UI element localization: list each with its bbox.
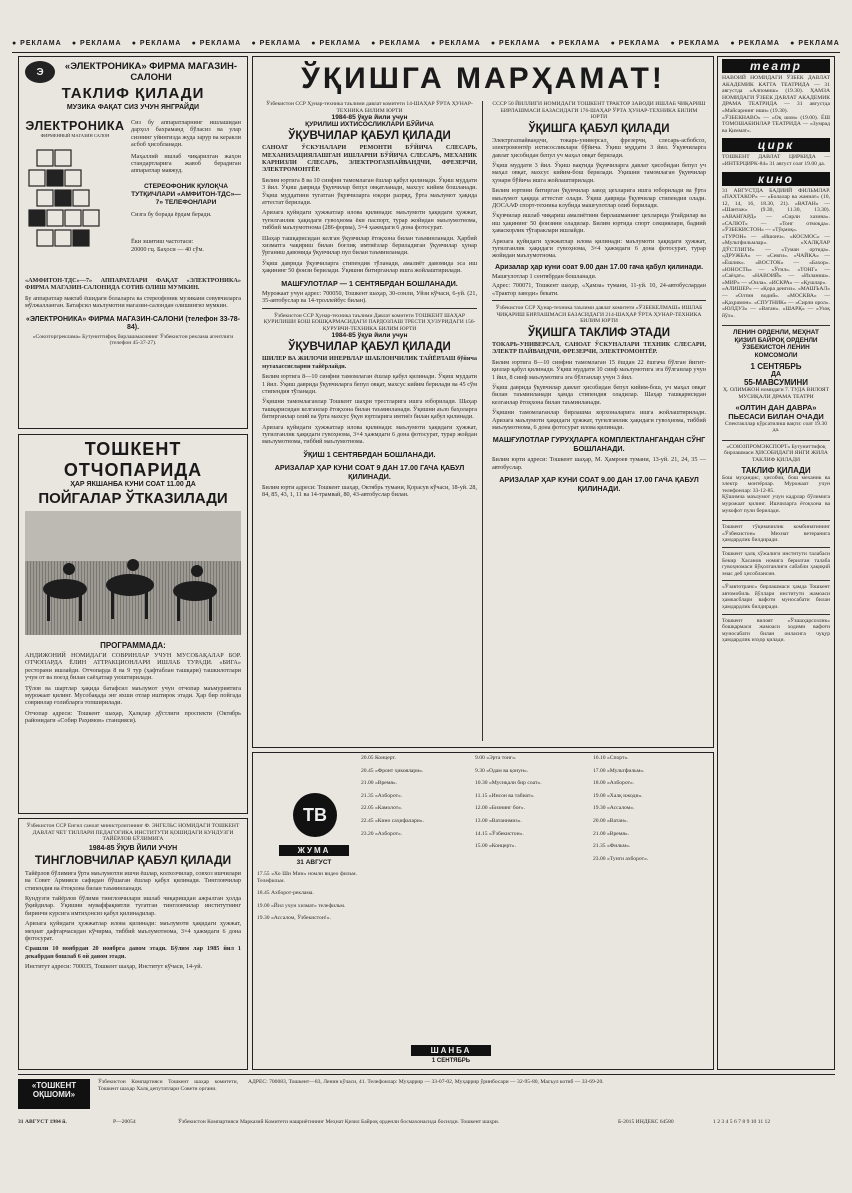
tv-program-item: 16.10 «Спорт». xyxy=(593,755,629,761)
tv-program-item: 19.30 «Ассалом, Ўзбекистон!». xyxy=(257,915,331,922)
s2-org: «СОЮЗПРОМЭКСПОРТ» Бутуниттифоқ бирлашмаси ҲИСОБИДАГИ ЯНГИ ЖИЛА ТАКЛИФ ҚИЛАДИ xyxy=(724,443,828,463)
tv-day2: ШАНБА xyxy=(411,1045,491,1056)
band-word: ● РЕКЛАМА xyxy=(610,40,661,47)
footer-index: Б-2015 ИНДЕКС 64580 xyxy=(618,1119,674,1125)
elektronika-body: Сиз бу аппаратларнинг ишлашидан дарҳол бахраманд бўласиз ва улар сизнинг уйингизда жуда зарур ва керакли асбоб ҳисобланади. xyxy=(131,119,241,149)
tv-column-4 xyxy=(593,755,711,1065)
s2-heading: ТАКЛИФ ҚИЛАДИ xyxy=(741,465,811,475)
elektronika-invite: ТАКЛИФ ҚИЛАДИ xyxy=(61,85,205,102)
season-sub: Спектакллар кўрсатилиш вақти: соат 19.30 да. xyxy=(724,420,828,434)
band-word: ● РЕКЛАМА xyxy=(371,40,421,47)
race-title: ТОШКЕНТ ОТЧОПАРИДА xyxy=(63,439,203,480)
tinglovchi-years: 1984-85 ЎҚУВ ЙИЛИ УЧУН xyxy=(88,844,178,852)
keyboard-squares-icon xyxy=(25,144,125,264)
program-text: АНДИЖОНИЙ НОМИДАГИ СОВРИНЛАР УЧУН МУСОБАҚАЛАР БОР. ОТЧОПАРДА ЁЛИН АТТРАКЦИОНЛАРИ ИШЛАБ ТУРАДИ. «БИГА» ресторани ишлайди. Отчопарда 8 ва 9 тур (ҳафтаблан ташқари) ташкилотлари учун от ва поезд билан саёҳатлар уюштирилади. xyxy=(25,652,241,682)
tv-program-item: 21.00 «Время». xyxy=(593,830,630,837)
band-word: ● РЕКЛАМА xyxy=(490,40,541,47)
tv-program-item: 18.45 Ахборот-реклама. xyxy=(257,890,314,897)
ad3-list: ШИЛЕР ВА ЖИЛОЧИ ИНЕРВЛАР ШАБЛОНЧИЛИК ТАЙЁРЛАШ бўйича мутахассисларни тайёрлайди. xyxy=(262,355,477,370)
tv-date1: 31 АВГУСТ xyxy=(296,859,332,866)
ad1-start: МАШҒУЛОТЛАР — 1 СЕНТЯБРДАН БОШЛАНАДИ. xyxy=(281,278,458,288)
elektronika-footer: «ЭЛЕКТРОНИКА» ФИРМА МАГАЗИН-САЛОНИ (телефон 33-78-84). xyxy=(26,315,240,331)
ad4-start: МАШҒУЛОТЛАР ГУРУҲЛАРГА КОМПЛЕКТЛАНГАНДАН СЎНГ БОШЛАНАДИ. xyxy=(492,435,706,454)
tv-day1: ЖУМА xyxy=(279,845,349,856)
ad2-start: Машғулотлар 1 сентябрдан бошланади. xyxy=(492,272,597,280)
tv-date2: 1 СЕНТЯБРЬ xyxy=(431,1058,471,1064)
tv-program-item: 10.30 «Мусиқали бир соат». xyxy=(475,780,542,787)
horse-race-photo xyxy=(25,511,241,635)
season-heading: 1 СЕНТЯБРЬ xyxy=(750,362,802,372)
tv-program-block xyxy=(252,752,714,1070)
tinglovchi-heading: ТИНГЛОВЧИЛАР ҚАБУЛ ҚИЛАДИ xyxy=(34,852,232,867)
tv-program-item: 14.15 «Ўзбекистон». xyxy=(475,830,524,837)
kino-heading: кино xyxy=(722,172,830,186)
ad2-heading: ЎҚИШГА ҚАБУЛ ҚИЛАДИ xyxy=(528,122,670,135)
circus-heading: цирк xyxy=(722,138,830,152)
circus-text: ТОШКЕНТ ДАВЛАТ ЦИРКИДА — «ИНТЕРЦИРК-84» 31 август соат 19.00 да. xyxy=(722,154,830,167)
elektronika-logo-small: ФИРМЕННЫЙ МАГАЗИН САЛОН xyxy=(40,133,110,138)
season-play: «ОЛТИН ДАН ДАВРА» xyxy=(735,402,817,412)
footer-date: 31 АВГУСТ 1984 й. xyxy=(18,1119,67,1125)
tv-program-item: 21.35 «Ахборот». xyxy=(361,792,403,799)
theatre-heading: театр xyxy=(722,59,830,73)
tv-program-item: 9.30 «Одам ва қонун». xyxy=(475,767,529,774)
elektronika-agency: «Союзторгреклама» Бутуниттифоқ бирлашмасининг Ўзбекистон реклама агентлиги (телефон 45-37-27). xyxy=(32,333,234,347)
tv-program-item: 19.30 «Ассалом». xyxy=(593,805,635,812)
elektronika-bottom: «АМФИТОН-ТДС»—7» АППАРАТЛАРИ ФАҚАТ «ЭЛЕКТРОНИКА» ФИРМА МАГАЗИН-САЛОНИДА СОТИБ ОЛИШ МУМКИН. xyxy=(25,277,241,292)
price-line-2: 20000 гц. Баҳоси — 40 сўм. xyxy=(131,245,204,253)
ad1-text: Билим юртига 8 ва 10 синфни тамомлаган ёшлар қабул қилинади. Ўқиш муддати 3 йил. Ўқиш даврида ўқувчилар бепул овқатланади, махсус кийим бошланади. Ўқиш муддатини тугатган ўқувчиларга юқори разряд, ўрта маълумот ҳақида аттестат берилади. xyxy=(262,176,477,207)
season-text: Ҳ. ОЛИМЖОН номидаги 7. ТУДА ВИЛОЯТ МУСИҚАЛИ ДРАМА ТЕАТРИ xyxy=(723,387,829,400)
season-count: 55-МАВСУМИНИ xyxy=(743,378,809,388)
masthead-logo: «ТОШКЕНТ ОҚШОМИ» xyxy=(18,1079,90,1109)
tv-program-item: 13.00 «Ватанимиз». xyxy=(475,817,522,824)
tv-program-item: 20.05 Концерт. xyxy=(361,755,396,761)
band-word: ● РЕКЛАМА xyxy=(670,40,721,47)
tinglovchi-address: Институт адреси: 700035, Тошкент шаҳар, Институт кўчаси, 14-уй. xyxy=(25,963,203,971)
lost-notice: Тошкент ҳалқ хўжалиги институти талабаси Бекир Хасанов номига берилган талаба гувоҳномаси йўқолганлиги сабабли ҳақиқий эмас деб ҳисоблансин. xyxy=(722,550,830,577)
band-word: ● РЕКЛАМА xyxy=(71,40,122,47)
ad4-address: АРИЗАЛАР ҲАР КУНИ СОАТ 9.00 ДАН 17.00 ГАЧА ҚАБУЛ ҚИЛИНАДИ. xyxy=(499,475,699,494)
ad1-heading: ЎҚУВЧИЛАР ҚАБУЛ ҚИЛАДИ xyxy=(288,130,451,143)
ad1-list: САНОАТ ЎСКУНАЛАРИ РЕМОНТИ БЎЙИЧА СЛЕСАРЬ, МЕХАНИЗАЦИЯЛАШГАН ИШЛАРНИ БЎЙИЧА СЛЕСАРЬ, МЕХАНИК КАРНИЗЛИ СЛЕСАРЬ, ЭЛЕКТРОГАЗПАЙВАНДЧИ, ФРЕЗЕРЧИ, ЭЛЕКТРОМОНТЁР. xyxy=(262,144,477,174)
footer-address: АДРЕС: 700083, Тошкент—83, Ленин кўчаси, 41. Телефонлар: Муҳаррир — 33-07-02, Муҳаррир ўринбосари — 32-95-80, Масъул котиб — 33-69-20. xyxy=(248,1079,604,1085)
ad2-address: Адрес: 700071, Тошкент шаҳар, «Ҳамза» тумани, 11-уй. 10, 24-автобуслардан «Трактор заводи» бекати. xyxy=(492,282,706,297)
elektronika-logo: ЭЛЕКТРОНИКА xyxy=(25,119,125,133)
tv-logo: ТВ xyxy=(293,793,337,837)
ad3-org: Ўзбекистон ССР Ҳунар-техника таълими Давлат комитети ТОШКЕНТ ШАҲАР ҚУРИЛИШИ БОШ БОШҚАРМАСИДАГИ ПАРДОЗЛАШ ТРЕСТИ ҲУЗУРИДАГИ 156-ҚУРУВЧИ-ТЕХНИКА БИЛИМ ЮРТИ xyxy=(263,312,476,332)
reklama-band xyxy=(12,40,840,53)
tv-program-item: 22.05 «Камолот». xyxy=(361,805,403,812)
ad4-heading: ЎҚИШГА ТАКЛИФ ЭТАДИ xyxy=(528,326,670,339)
tv-program-item: 11.15 «Инсон ва табиат». xyxy=(475,792,535,799)
tv-program-item: 19.00 «Халқ ижоди». xyxy=(593,792,643,799)
main-banner: ЎҚИШГА МАРҲАМАТ! xyxy=(301,62,665,95)
race-event: ПОЙГАЛАР ЎТКАЗИЛАДИ xyxy=(38,490,228,507)
tv-program-item: 20.00 «Ватан». xyxy=(593,817,629,824)
tv-program-item: 12.00 «Бизнинг боғ». xyxy=(475,805,526,812)
footer: «ТОШКЕНТ ОҚШОМИ» Ўзбекистон Компартияси Тошкент шаҳар комитети, Тошкент шаҳар Халқ депутатлари Совети органи. АДРЕС: 700083, Тошкент—83, Ленин кўчаси, 41. Телефонлар: Муҳаррир — 33-07-02, Муҳаррир ўринбосари — 32-95-80, Масъул котиб — 33-69-20. 31 АВГУСТ 1984 й. Р—20054 Ўзбекистон Компартияси Марказий Комитети нашриётининг Меҳнат Қизил Байроқ орденли босмахонасида босилди. Тошкент шаҳри. Б-2015 ИНДЕКС 64580 1 2 3 4 5 6 7 8 9 10 11 12 xyxy=(18,1074,835,1185)
band-word: ● РЕКЛАМА xyxy=(730,40,780,47)
program-title: ПРОГРАММАДА: xyxy=(100,641,166,650)
tv-program-item: 17.00 «Мультфильм». xyxy=(593,767,645,774)
race-subtitle: ҲАР ЯКШАНБА КУНИ СОАТ 11.00 ДА xyxy=(70,481,196,488)
band-word: ● РЕКЛАМА xyxy=(550,40,601,47)
band-word: ● РЕКЛАМА xyxy=(191,40,242,47)
right-column: театр НАВОИЙ НОМИДАГИ ЎЗБЕК ДАВЛАТ АКАДЕМИК КАТТА ТЕАТРИДА — 31 августда «Алпомиш» (19.30). ҲАМЗА НОМИДАГИ ЎЗБЕК ДАВЛАТ АКАДЕМИК ДРАМА ТЕАТРИДА — 31 августда «Майсарнинг иши» (19.30). «ЎЗБЕКНАВО» — «Оқ шом» (19.00). ЁШ ТОМОШАБИНЛАР ТЕАТРИДА — «Зумрад ва Қиммат». цирк ТОШКЕНТ ДАВЛАТ ЦИРКИДА — «ИНТЕРЦИРК-84» 31 август соат 19.00 да. кино 31 АВГУСТДА БАДИИЙ ФИЛЬМЛАР. «ПАХТАКОР» — «Болалар ва жаннат» (10, 12, 14, 16, 18.30, 21). «ВАТАН» — «Шантаж» (9.30, 11.30, 13.30). «АВАНГАРД» — «Сирли хазина». «САЛЮТ» — «Тонг отмоқда». «ЎЗБЕКИСТОН» — «Тўқмоқ». «ТУРОН» — «Ишонч». «КОСМОС» — «Мультфильмлар». «ХАЛҚЛАР ДЎСТЛИГИ» — «Туман ортида». «ДРУЖБА» — «Севги». «ЧАЙКА» — «Ёшлик». «ВОСТОК» — «Бахор». «ЮНОСТЬ» — «Ўғил». «ТОНГ» — «Саёҳат». «НАВОИЙ» — «Изланиш». «МИР» — «Оила». «ИСКРА» — «Қушлар». «АЛИШЕР» — «Қора денгиз». «МАШЪАЛ» — «Олтин водий». «МОСКВА» — «Қаҳрамон». «СПУТНИК» — «Сирли орол». «ЮЛДУЗ» — «Ватан». «ШАРҚ» — «Узоқ йўл». ЛЕНИН ОРДЕНЛИ, МЕҲНАТ ҚИЗИЛ БАЙРОҚ ОРДЕНЛИ ЎЗБЕКИСТОН ЛЕНИН КОМСОМОЛИ 1 СЕНТЯБРЬ ДА 55-МАВСУМИНИ Ҳ. ОЛИМЖОН номидаги 7. ТУДА ВИЛОЯТ МУСИҚАЛИ ДРАМА ТЕАТРИ «ОЛТИН ДАН ДАВРА» ПЬЕСАСИ БИЛАН ОЧАДИ Спектакллар кўрсатилиш вақти: соат 19.30 да. «СОЮЗПРОМЭКСПОРТ» Бутуниттифоқ бирлашмаси ҲИСОБИДАГИ ЯНГИ ЖИЛА ТАКЛИФ ҚИЛАДИ ТАКЛИФ ҚИЛАДИ Бош муҳандис, ҳисобчи, бош механик ва электр монтёрлар. Мурожаат учун телефонлар: 33-12-85. Қўшимча маълумот учун кадрлар бўлимига мурожаат қилинг. Ишчиларга ётоқхона ва мукофот пули берилади. Тошкент тўқимачилик комбинатининг «Ўзбекистон» Мехнат ветеранига ҳамдардлик билдиради. Тошкент ҳалқ хўжалиги институти талабаси Бекир Хасанов номига берилган талаба гувоҳномаси йўқолганлиги сабабли ҳақиқий эмас деб ҳисоблансин. «Ўзавтотранс» бирлашмаси ҳамда Тошкент автомобиль йўллари институти жамоаси ҳамкасблари вафоти муносабати билан ҳамдардлик билдиради. Тошкент вилоят «Ўзшаҳарсозлик» бошқармаси жамоаси ходими вафоти муносабати билан оиласига чуқур ҳамдардлик изҳор қилади. xyxy=(717,56,835,1070)
elektronika-title: «ЭЛЕКТРОНИКА» ФИРМА МАГАЗИН-САЛОНИ xyxy=(64,61,238,83)
tv-program-item: 17.55 «Хо Ши Мин» номли видео фильм. Телефильм. xyxy=(257,871,357,884)
obituary-text: Тошкент тўқимачилик комбинатининг «Ўзбекистон» Мехнат ветеранига ҳамдардлик билдиради. xyxy=(722,524,830,544)
footer-pages: 1 2 3 4 5 6 7 8 9 10 11 12 xyxy=(713,1119,771,1125)
tv-program-item: 19.00 «Йил учун хизмат» телефильм. xyxy=(257,902,346,909)
band-word: ● РЕКЛАМА xyxy=(431,40,481,47)
ad3-address: АРИЗАЛАР ҲАР КУНИ СОАТ 9 ДАН 17.00 ГАЧА ҚАБУЛ ҚИЛИНАДИ. xyxy=(274,462,465,481)
tv-program-item: 22.45 «Кино саҳифалари». xyxy=(361,817,424,824)
season-end: ПЬЕСАСИ БИЛАН ОЧАДИ xyxy=(728,411,824,421)
tinglovchi-org: Ўзбекистон ССР Енгил саноат министрлигининг Ф. ЭНГЕЛЬС НОМИДАГИ ТОШКЕНТ ДАВЛАТ ЧЕТ ТИЛЛАРИ ПЕДАГОГИКА ИНСТИТУТИ ҚОШИДАГИ КУНДУЗГИ ТАЙЁРЛОВ БЎЛИМИГА xyxy=(26,823,240,843)
elektronika-emblem-icon: Э xyxy=(25,61,55,83)
tv-program-item: 23.20 «Ахборот». xyxy=(361,830,403,837)
ad3-years: 1984-85 ўқув йили учун xyxy=(331,332,408,340)
ad4-list: ТОКАРЬ-УНИВЕРСАЛ, САНОАТ ЎСКУНАЛАРИ ТЕХНИК СЛЕСАРИ, ЭЛЕКТР ПАЙВАНДЧИ, ФРЕЗЕРЧИ, ЭЛЕКТРОМОНТЁР. xyxy=(492,340,706,356)
band-word: ● РЕКЛАМА xyxy=(12,40,62,47)
band-word: ● РЕКЛАМА xyxy=(251,40,302,47)
ad1-years: 1984-85 ўқув йили учун xyxy=(331,114,408,122)
season-date: ДА xyxy=(770,371,782,379)
tv-column-3 xyxy=(475,755,589,1065)
tv-program-item: 15.00 «Концерт». xyxy=(475,843,516,850)
ad1-org: Ўзбекистон ССР Ҳунар-техника таълими давлат комитети 14-ШАҲАР ЎРТА ҲУНАР-ТЕХНИКА БИЛИМ ЮРТИ xyxy=(266,101,473,114)
race-address: Отчопар адреси: Тошкент шаҳар, Ҳалқлар дўстлиги проспекти (Октябрь районидаги «Собир Раҳимов» станцияси). xyxy=(25,709,241,725)
study-ads-block: ЎҚИШГА МАРҲАМАТ! Ўзбекистон ССР Ҳунар-техника таълими давлат комитети 14-ШАҲАР ЎРТА ҲУНАР-ТЕХНИКА БИЛИМ ЮРТИ 1984-85 ўқув йили учун ҚУРИЛИШ ИХТИСОСЛИКЛАРИ БЎЙИЧА ЎҚУВЧИЛАР ҚАБУЛ ҚИЛАДИ САНОАТ ЎСКУНАЛАРИ РЕМОНТИ БЎЙИЧА СЛЕСАРЬ, МЕХАНИЗАЦИЯЛАШГАН ИШЛАРНИ БЎЙИЧА СЛЕСАРЬ, МЕХАНИК КАРНИЗЛИ СЛЕСАРЬ, ЭЛЕКТРОГАЗПАЙВАНДЧИ, ФРЕЗЕРЧИ, ЭЛЕКТРОМОНТЁР. Билим юртига 8 ва 10 синфни тамомлаган ёшлар қабул қилинади. Ўқиш муддати 3 йил. Ўқиш даврида ўқувчилар бепул овқатланади, махсус кийим бошланади. Ўқиш муддатини тугатган ўқувчиларга юқори разряд, ўрта маълумот ҳақида аттестат берилади. Аризага қуйидаги ҳужжатлар илова қилинади: маълумоти ҳақидаги ҳужжат, туғилганлик ҳақидаги гувоҳнома ёки паспорт, турар жойидан маълумотнома, тиббий маълумотнома (286-форма), 3×4 ҳажмдаги 6 дона фотосурат. Шаҳар ташқарисидан келган ўқувчилар ётоқхона билан таъминланади. Ҳарбий хизматга чақириш билан боғлиқ имтиёзлар бериладиган ўқувчилар ҳунар ўрганиш давомида ўқувчилар пул билан таъминланади. Ўқиш даврида ўқувчиларга стипендия тўланади, амалиёт давомида эса иш ҳақининг 50 фоизи берилади. Ўқишни битирганлар ишга жойлаштирилади. МАШҒУЛОТЛАР — 1 СЕНТЯБРДАН БОШЛАНАДИ. Мурожаат учун адрес: 700050, Тошкент шаҳар, 30-сонли, Уйзи кўчаси, 6-уй. (21, 35-автобуслар ва 14-троллейбус билан). Ўзбекистон ССР Ҳунар-техника таълими Давлат комитети ТОШКЕНТ ШАҲАР ҚУРИЛИШИ БОШ БОШҚАРМАСИДАГИ ПАРДОЗЛАШ ТРЕСТИ ҲУЗУРИДАГИ 156-ҚУРУВЧИ-ТЕХНИКА БИЛИМ ЮРТИ 1984-85 ўқув йили учун ЎҚУВЧИЛАР ҚАБУЛ ҚИЛАДИ ШИЛЕР ВА ЖИЛОЧИ ИНЕРВЛАР ШАБЛОНЧИЛИК ТАЙЁРЛАШ бўйича мутахассисларни тайёрлайди. Билим юртига 8—10 синфни тамомлаган ёшлар қабул қилинади. Ўқиш муддати 1 йил. Ўқиш даврида ўқувчиларга бепул овқат, махсус кийим берилади ва 45 сўм стипендия тўланади. Ўқишни тамомлаганлар Тошкент шаҳри трестларига ишга юборилади. Шаҳар ташқарисидан келганлар ётоқхона билан таъминланади. Ўқишни аъло баҳоларга битирганлар олий ва ўрта махсус ўқув юртларига имтиёз билан қабул қилинади. Аризага қуйидаги ҳужжатлар илова қилинади: маълумоти ҳақидаги ҳужжат, туғилганлик ҳақидаги гувоҳнома, 3×4 ҳажмдаги 6 дона фотосурат, турар жойдан маълумотнома, тиббий маълумотнома. ЎҚИШ 1 СЕНТЯБРДАН БОШЛАНАДИ. АРИЗАЛАР ҲАР КУНИ СОАТ 9 ДАН 17.00 ГАЧА ҚАБУЛ ҚИЛИНАДИ. Билим юрти адреси: Тошкент шаҳар, Октябрь тумани, Қорасув кўчаси, 18-уй. 28, 84, 85, 43, 1, 11 ва 14-трамвай, 80, 43-автобуслар билан. СССР 50 ЙИЛЛИГИ НОМИДАГИ ТОШКЕНТ ТРАКТОР ЗАВОДИ ИШЛАБ ЧИҚАРИШ БИРЛАШМАСИ БАЗАСИДАГИ 176-ШАҲАР ЎРТА ҲУНАР-ТЕХНИКА БИЛИМ ЮРТИ ЎҚИШГА ҚАБУЛ ҚИЛАДИ Электргазпайвандчи, токарь-универсал, фрезерчи, слесарь-асбобсоз, электромонтёр ихтисосликлари бўйича. Ўқиш муддати 3 йил. Ўқувчиларга давлат ҳисобидан бепул уч маҳал овқат берилади. Ўқиш муддати 3 йил. Ўқиш вақтида ўқувчиларга давлат ҳисобидан бепул уч маҳал овқат, махсус кийим-бош берилади. Ўқишни тамомлаган ўқувчилар ҳунари бўйича ишга жойлаштирилади. Билим юртини битирган ўқувчилар завод цехларига ишга юборилади ва ўрта маълумот ҳақида аттестат олади. Ўқиш даврида ўқувчилар стипендия олади. ДОСААФ спорт-техника клубида машғулотлар олиб борилади. Ўқувчилар ишлаб чиқариш амалиётини бирлашманинг цехларида ўтайдилар ва иш ҳақининг 50 фоизини оладилар. Билим юртида спорт секциялари, бадиий ҳаваскорлик тўгараклари ишлайди. Аризага қуйидаги ҳужжатлар илова қилинади: маълумоти ҳақидаги ҳужжат, туғилганлик ҳақидаги гувоҳнома, 3×4 ҳажмдаги 6 дона фотосурат, турар жойидан маълумотнома. Аризалар ҳар куни соат 9.00 дан 17.00 гача қабул қилинади. Машғулотлар 1 сентябрдан бошланади. Адрес: 700071, Тошкент шаҳар, «Ҳамза» тумани, 11-уй. 10, 24-автобуслардан «Трактор заводи» бекати. Ўзбекистон ССР Ҳунар-техника таълими давлат комитети «ЎЗБЕКЕЛМАШ» ИШЛАБ ЧИҚАРИШ БИРЛАШМАСИ БАЗАСИДАГИ 214-ШАҲАР ЎРТА ҲУНАР-ТЕХНИКА БИЛИМ ЮРТИ ЎҚИШГА ТАКЛИФ ЭТАДИ ТОКАРЬ-УНИВЕРСАЛ, САНОАТ ЎСКУНАЛАРИ ТЕХНИК СЛЕСАРИ, ЭЛЕКТР ПАЙВАНДЧИ, ФРЕЗЕРЧИ, ЭЛЕКТРОМОНТЁР. Билим юртига 8—10 синфни тамомлаган 15 ёшдан 22 ёшгача бўлган йигит-қизлар қабул қилинади. Ўқиш муддати 10 синф маълумотига эга бўлганлар учун 1 йил, 8 синф маълумотига эга бўлганлар учун 3 йил. Ўқиш даврида ўқувчилар давлат ҳисобидан бепул кийим-бош, уч маҳал овқат билан таъминланади ҳамда стипендия оладилар. Шаҳар ташқарисидан келганлар ётоқхона билан таъминланади. Ўқишни тамомлаганлар бирлашма корхоналарига ишга жойлаштирилади. Аризага маълумоти ҳақидаги ҳужжат, туғилганлик ҳақидаги гувоҳнома, тиббий маълумотнома, 6 дона фотосурат илова қилинади. МАШҒУЛОТЛАР ГУРУҲЛАРГА КОМПЛЕКТЛАНГАНДАН СЎНГ БОШЛАНАДИ. Билим юрти адреси: Тошкент шаҳар, М. Ҳамроев тумани, 13-уй. 21, 24, 35 — автобуслар. АРИЗАЛАР ҲАР КУНИ СОАТ 9.00 ДАН 17.00 ГАЧА ҚАБУЛ ҚИЛИНАДИ. xyxy=(252,56,714,748)
tv-program-item: 20.45 «Фронт ҳикоялари». xyxy=(361,767,424,774)
kino-text: 31 АВГУСТДА БАДИИЙ ФИЛЬМЛАР. «ПАХТАКОР» — «Болалар ва жаннат» (10, 12, 14, 16, 18.30, 21). «ВАТАН» — «Шантаж» (9.30, 11.30, 13.30). «АВАНГАРД» — «Сирли хазина». «САЛЮТ» — «Тонг отмоқда». «ЎЗБЕКИСТОН» — «Тўқмоқ». xyxy=(722,187,830,234)
tv-program-item: 9.00 «Эрта тонг». xyxy=(475,755,517,761)
band-word: ● РЕКЛАМА xyxy=(790,40,840,47)
ad1-sub: ҚУРИЛИШ ИХТИСОСЛИКЛАРИ БЎЙИЧА xyxy=(305,121,434,129)
tv-program-item: 21.00 «Время». xyxy=(361,780,398,787)
footer-printing: Ўзбекистон Компартияси Марказий Комитети нашриётининг Меҳнат Қизил Байроқ орденли босмахонасида босилди. Тошкент шаҳри. xyxy=(178,1119,500,1125)
elektronika-ad: Э «ЭЛЕКТРОНИКА» ФИРМА МАГАЗИН-САЛОНИ ТАКЛИФ ҚИЛАДИ МУЗИКА ФАҚАТ СИЗ УЧУН ЯНГРАЙДИ ЭЛЕКТРОНИКА ФИРМЕННЫЙ МАГАЗИН САЛОН Сиз бу аппаратларнинг ишлашидан дарҳол бахраманд бўласиз ва улар сизнинг уйингизда жуда зарур ва керакли асбоб ҳисобланади. Маҳаллий ишлаб чиқарилган жаҳон стандартларига жавоб берадиган аппаратлар мавжуд. СТЕРЕОФОНИК ҚУЛОҚЧА ТУТҚИЧЛАРИ «АМФИТОН-ТДС»—7» ТЕЛЕФОНЛАРИ Сизга бу борада ёрдам беради. Ёки эшитиш частотаси: 20000 гц. Баҳоси — 40 сўм. «АМФИТОН-ТДС»—7» АППАРАТЛАРИ ФАҚАТ «ЭЛЕКТРОНИКА» ФИРМА МАГАЗИН-САЛОНИДА СОТИБ ОЛИШ МУМКИН. Бу аппаратлар мактаб ёшидаги болаларга ва стереофоник музикани севувчиларга мўлжалланган. Батафсил маълумотни магазин-салондан олишингиз мумкин. «ЭЛЕКТРОНИКА» ФИРМА МАГАЗИН-САЛОНИ (телефон 33-78-84). «Союзторгреклама» Бутуниттифоқ бирлашмасининг Ўзбекистон реклама агентлиги (телефон 45-37-27). xyxy=(18,56,248,429)
tashkent-race-ad: ТОШКЕНТ ОТЧОПАРИДА ҲАР ЯКШАНБА КУНИ СОАТ 11.00 ДА ПОЙГАЛАР ЎТКАЗИЛАДИ ПРОГРАММАДА: АНДИЖОНИЙ НОМИДАГИ СОВРИНЛАР УЧУН МУСОБАҚАЛАР БОР. ОТЧОПАРДА ЁЛИН АТТРАКЦИОНЛАРИ ИШЛАБ ТУРАДИ. «БИГА» ресторани ишлайди. Отчопарда 8 ва 9 тур (ҳафтаблан ташқари) ташкилотлари учун от ва поезд билан саёҳатлар уюштирилади. Тўлов ва шартлар ҳақида батафсил маълумот учун отчопар маъмуриятига мурожаат қилинг. Мусобақада энг яхши отлар иштирок этади. Ҳар бир пойгада совринлар ғолибларга топширилади. Отчопар адреси: Тошкент шаҳар, Ҳалқлар дўстлиги проспекти (Октябрь районидаги «Собир Раҳимов» станцияси). xyxy=(18,434,248,814)
tinglovchi-dates: Срашли 10 ноябрдан 20 ноябрга давом этади. Бўлим лар 1985 йил 1 декабрдан бошлаб 6 ой давом этади. xyxy=(25,945,241,960)
s2-text: Бош муҳандис, ҳисобчи, бош механик ва электр монтёрлар. Мурожаат учун телефонлар: 33-12-85. xyxy=(722,474,830,494)
ad2-text: Ўқиш муддати 3 йил. Ўқиш вақтида ўқувчиларга давлат ҳисобидан бепул уч маҳал овқат, махсус кийим-бош берилади. Ўқишни тамомлаган ўқувчилар ҳунари бўйича ишга жойлаштирилади. xyxy=(492,162,706,184)
kulok-title: СТЕРЕОФОНИК ҚУЛОҚЧА ТУТҚИЧЛАРИ «АМФИТОН-ТДС»—7» ТЕЛЕФОНЛАРИ xyxy=(131,182,241,206)
ad3-heading: ЎҚУВЧИЛАР ҚАБУЛ ҚИЛАДИ xyxy=(288,341,451,354)
band-word: ● РЕКЛАМА xyxy=(131,40,182,47)
footer-code: Р—20054 xyxy=(113,1119,136,1125)
elektronika-subtitle: МУЗИКА ФАҚАТ СИЗ УЧУН ЯНГРАЙДИ xyxy=(66,104,200,111)
ad4-org: Ўзбекистон ССР Ҳунар-техника таълими давлат комитети «ЎЗБЕКЕЛМАШ» ИШЛАБ ЧИҚАРИШ БИРЛАШМАСИ БАЗАСИДАГИ 214-ШАҲАР ЎРТА ҲУНАР-ТЕХНИКА БИЛИМ ЮРТИ xyxy=(495,305,703,325)
theatre-text: НАВОИЙ НОМИДАГИ ЎЗБЕК ДАВЛАТ АКАДЕМИК КАТТА ТЕАТРИДА — 31 августда «Алпомиш» (19.30). ҲАМЗА НОМИДАГИ ЎЗБЕК ДАВЛАТ АКАДЕМИК ДРАМА ТЕАТРИДА — 31 августда «Майсарнинг иши» (19.30). xyxy=(722,75,830,114)
ad3-start: ЎҚИШ 1 СЕНТЯБРДАН БОШЛАНАДИ. xyxy=(303,449,436,459)
tv-column-2 xyxy=(361,755,471,1041)
ad1-address: Мурожаат учун адрес: 700050, Тошкент шаҳар, 30-сонли, Уйзи кўчаси, 6-уй. (21, 35-автобуслар ва 14-троллейбус билан). xyxy=(262,289,477,305)
tv-program-item: 18.00 «Ахборот». xyxy=(593,780,635,787)
price-line-1: Сизга бу борада ёрдам беради. xyxy=(131,210,212,218)
tv-program-item: 21.35 «Фильм». xyxy=(593,843,631,850)
tv-column-1 xyxy=(257,871,357,1061)
band-word: ● РЕКЛАМА xyxy=(311,40,361,47)
tinglovchilar-ad: Ўзбекистон ССР Енгил саноат министрлигининг Ф. ЭНГЕЛЬС НОМИДАГИ ТОШКЕНТ ДАВЛАТ ЧЕТ ТИЛЛАРИ ПЕДАГОГИКА ИНСТИТУТИ ҚОШИДАГИ КУНДУЗГИ ТАЙЁРЛОВ БЎЛИМИГА 1984-85 ЎҚУВ ЙИЛИ УЧУН ТИНГЛОВЧИЛАР ҚАБУЛ ҚИЛАДИ Тайёрлов бўлимига ўрта маълумотли ишчи ёшлар, колхозчилар, совхоз ишчилари ва Совет Армияси сафидан бўшаган ёшлар қабул қилинади. Тингловчилар стипендия ва ётоқхона билан таъминланади. Кундузги тайёрлов бўлими тингловчилари ишлаб чиқаришдан ажралган ҳолда ўқийдилар. Ўқишни муваффақиятли тугатган тингловчилар институтнинг биринчи курсига имтиҳонсиз қабул қилинадилар. Аризага қуйидаги ҳужжатлар илова қилинади: маълумоти ҳақидаги ҳужжат, меҳнат дафтарчасидан кўчирма, тиббий маълумотнома, 3×4 ҳажмдаги 6 дона фотосурат. Срашли 10 ноябрдан 20 ноябрга давом этади. Бўлим лар 1985 йил 1 декабрдан бошлаб 6 ой давом этади. Институт адреси: 700035, Тошкент шаҳар, Институт кўчаси, 14-уй. xyxy=(18,818,248,1070)
tv-program-item: 23.00 «Тунги ахборот». xyxy=(593,855,649,862)
ad2-org: СССР 50 ЙИЛЛИГИ НОМИДАГИ ТОШКЕНТ ТРАКТОР ЗАВОДИ ИШЛАБ ЧИҚАРИШ БИРЛАШМАСИ БАЗАСИДАГИ 176-ШАҲАР ЎРТА ҲУНАР-ТЕХНИКА БИЛИМ ЮРТИ xyxy=(492,101,706,121)
